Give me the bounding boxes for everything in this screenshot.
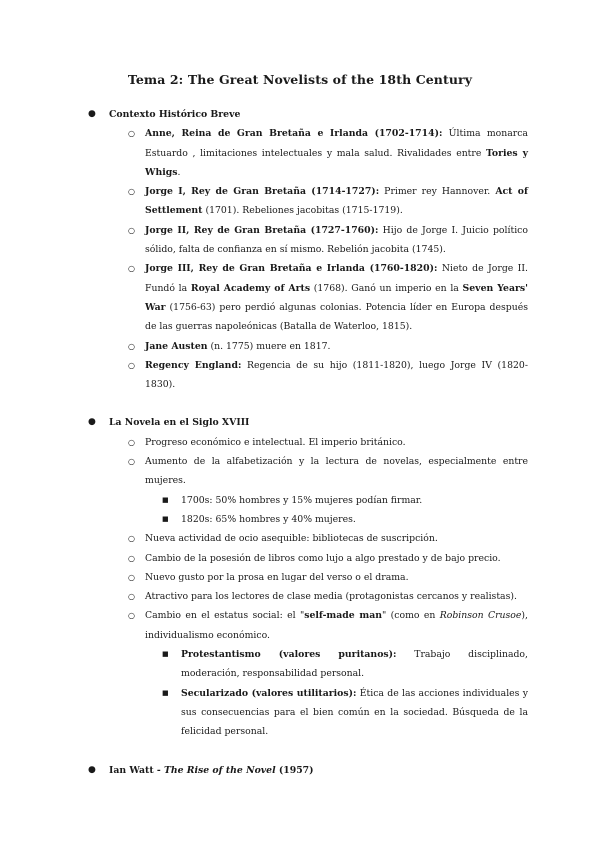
section-heading [109,761,528,780]
circle-marker: ○ [128,534,135,544]
item-bold: Royal Academy of Arts [190,282,311,294]
item-bold: self-made man [304,610,382,622]
item-bold: Act of Settlement [145,186,529,217]
item-text: (1768). Ganó un imperio en la [310,282,463,294]
item-text: . [177,166,181,178]
square-marker: ■ [162,650,169,659]
list-item [109,606,528,741]
list-item [109,587,528,606]
item-bold: Protestantismo (valores puritanos): [181,649,397,661]
bullet-marker: ● [88,109,96,119]
circle-marker: ○ [128,437,135,447]
item-text: Progreso económico e intelectual. El imperio británico. [145,436,406,448]
item-bold: Regency England: [145,359,242,371]
bullet-marker: ● [88,417,96,428]
item-bold: Seven Years' War [145,282,528,313]
bullet-marker: ● [88,764,96,775]
item-text: 1700s: 50% hombres y 15% mujeres podían firmar. [181,494,423,506]
novel-list [109,433,528,742]
circle-marker: ○ [128,553,135,563]
section-ian-watt [88,761,528,780]
section-heading: La Novela en el Siglo XVIII [109,417,250,429]
values-sublist [145,645,528,741]
item-bold: Secularizado (valores utilitarios): [181,687,357,699]
item-text: " (como en [381,610,440,622]
square-marker: ■ [162,495,169,504]
list-item [109,529,528,548]
page-title: Tema 2: The Great Novelists of the 18th Century [127,72,473,87]
list-item [109,356,528,395]
sub-list-item [145,491,528,510]
item-text: Regencia de su hijo (1811-1820), luego Jorge IV (1820-1830). [145,359,528,391]
item-bold: Jane Austen [145,340,208,352]
circle-marker: ○ [128,611,135,621]
book-title: The Rise of the Novel [163,764,276,776]
square-marker: ■ [162,688,169,697]
item-text: Cambio en el estatus social: el " [145,610,305,622]
circle-marker: ○ [128,572,135,582]
list-item [109,337,528,356]
item-text: 1820s: 65% hombres y 40% mujeres. [181,513,356,525]
list-item [109,259,528,336]
historical-list [109,124,528,394]
item-text: (1756-63) pero perdió algunas colonias. Potencia líder en Europa después de las guerras napoleónicas (Batalla de Waterloo, 1815). [145,301,528,333]
item-text: Nuevo gusto por la prosa en lugar del verso o el drama. [145,571,409,583]
publication-year: (1957) [275,764,314,776]
item-text: Nueva actividad de ocio asequible: bibliotecas de suscripción. [145,533,438,545]
item-text: Atractivo para los lectores de clase media (protagonistas cercanos y realistas). [145,591,517,603]
item-text: Trabajo disciplinado, moderación, responsabilidad personal. [181,649,528,680]
list-item [109,182,528,221]
item-italic: Robinson Crusoe [439,610,522,622]
item-text: (1701). Rebeliones jacobitas (1715-1719). [202,205,403,217]
list-item [109,221,528,260]
section-heading: Contexto Histórico Breve [109,109,241,120]
item-bold: Anne, Reina de Gran Bretaña e Irlanda (1702-1714): [145,128,443,140]
list-item [109,124,528,182]
item-text: (n. 1775) muere en 1817. [207,340,331,352]
author-name: Ian Watt - [109,764,164,776]
circle-marker: ○ [128,592,135,602]
item-text: Aumento de la alfabetización y la lectura de novelas, especialmente entre mujeres. [145,456,528,487]
list-item [109,568,528,587]
document-body [88,105,528,780]
circle-marker: ○ [128,264,135,274]
circle-marker: ○ [128,225,135,235]
item-bold: Jorge II, Rey de Gran Bretaña (1727-1760): [145,224,379,236]
item-text: Última monarca Estuardo , limitaciones intelectuales y mala salud. Rivalidades entre [145,128,528,159]
item-bold: Jorge III, Rey de Gran Bretaña e Irlanda (1760-1820): [145,263,438,275]
item-bold: Tories y Whigs [145,147,528,178]
item-text: ), individualismo económico. [145,610,528,641]
circle-marker: ○ [128,187,135,197]
literacy-sublist [145,491,528,530]
sub-list-item [145,510,528,529]
section-historical-context [88,105,528,394]
section-novel-18th-century [88,413,528,741]
item-bold: Jorge I, Rey de Gran Bretaña (1714-1727): [145,186,380,198]
circle-marker: ○ [128,129,135,139]
sub-list-item [145,645,528,684]
list-item [109,452,528,529]
list-item [109,433,528,452]
item-text: Hijo de Jorge I. Juicio político sólido, falta de confianza en sí mismo. Rebelión jacobita (1745). [145,224,528,256]
item-text: Primer rey Hannover. [379,186,496,198]
circle-marker: ○ [128,457,135,467]
sub-list-item [145,684,528,742]
circle-marker: ○ [128,341,135,351]
item-text: Cambio de la posesión de libros como lujo a algo prestado y de bajo precio. [145,552,501,564]
list-item [109,549,528,568]
item-text: Ética de las acciones individuales y sus consecuencias para el bien común en la sociedad. Búsqueda de la felicidad personal. [181,687,528,738]
circle-marker: ○ [128,360,135,370]
item-text: Nieto de Jorge II. Fundó la [145,263,528,294]
square-marker: ■ [162,514,169,523]
